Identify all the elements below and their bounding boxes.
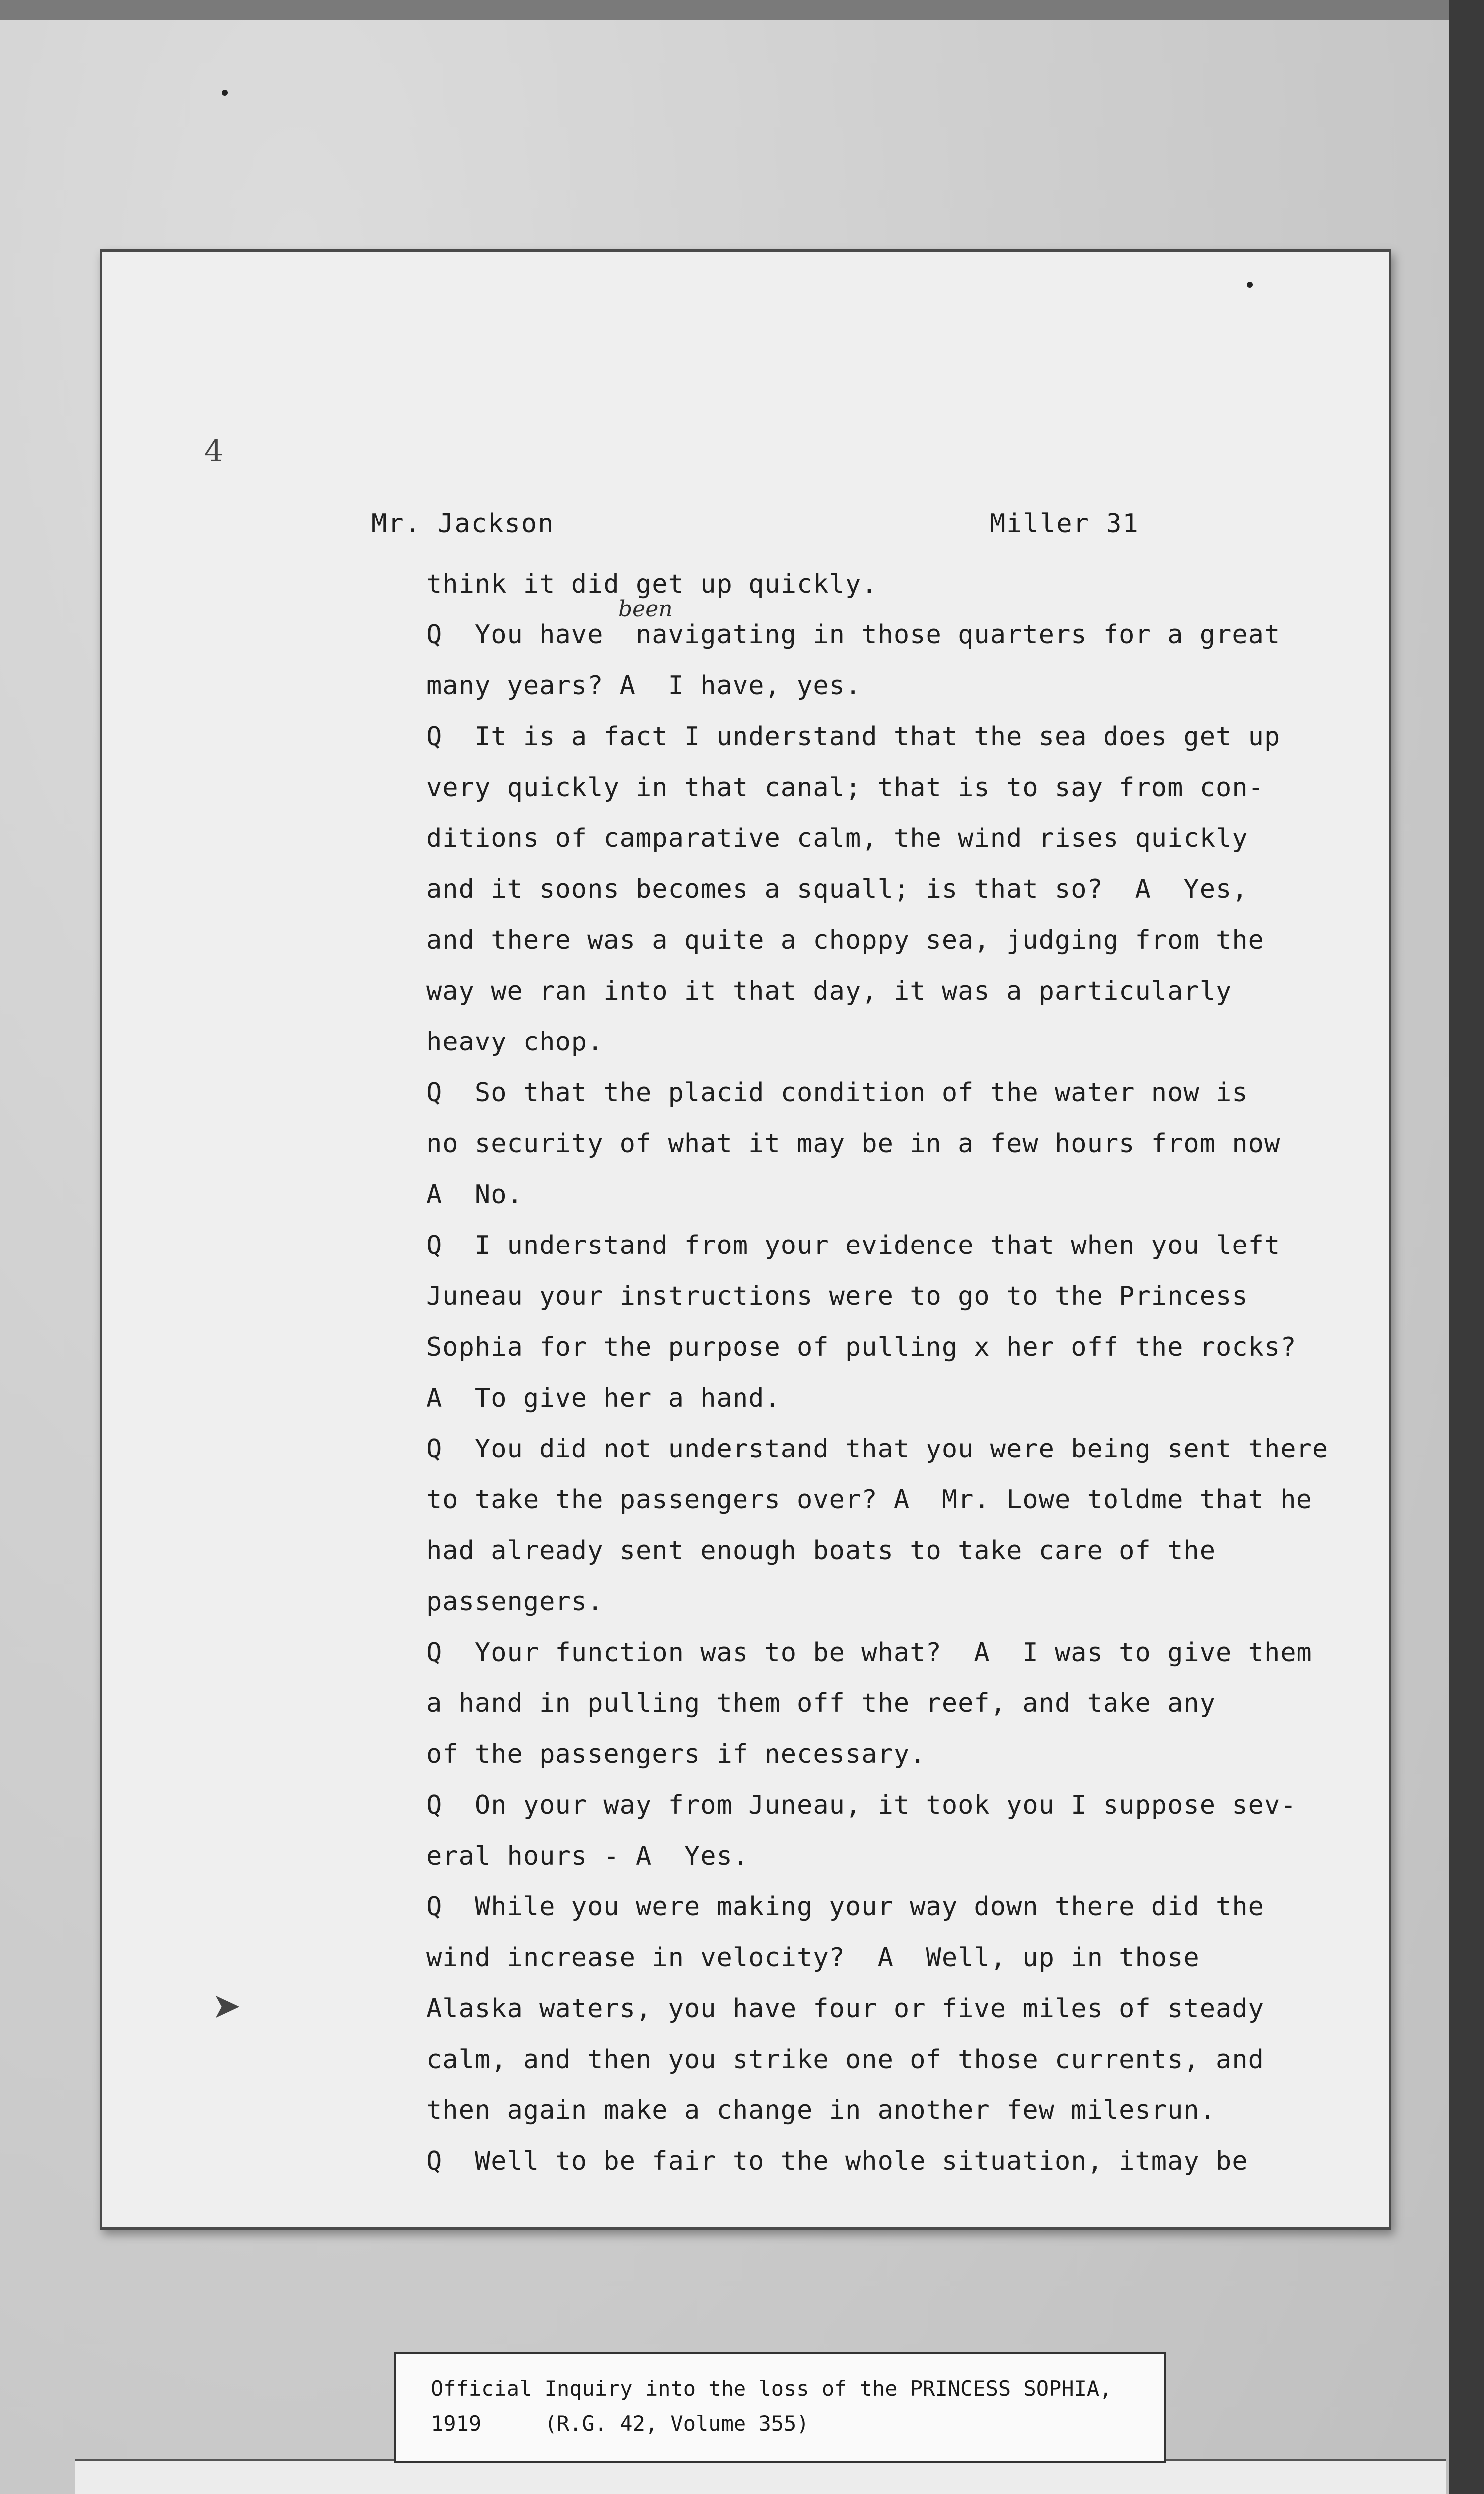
handwritten-margin-mark: 4 bbox=[204, 434, 224, 469]
handwritten-insertion: been bbox=[618, 596, 673, 622]
speaker-header: Mr. Jackson bbox=[371, 509, 555, 539]
transcript-line: A No. bbox=[426, 1180, 523, 1210]
transcript-line: Q Well to be fair to the whole situation, itmay be bbox=[426, 2146, 1248, 2176]
scan-top-edge bbox=[0, 0, 1484, 20]
transcript-line: and there was a quite a choppy sea, judging from the bbox=[426, 925, 1264, 955]
transcript-line: Q So that the placid condition of the water now is bbox=[426, 1078, 1248, 1108]
transcript-line: Q While you were making your way down there did the bbox=[426, 1892, 1264, 1922]
scan-speck bbox=[1247, 282, 1253, 288]
transcript-line: A To give her a hand. bbox=[426, 1383, 781, 1413]
transcript-line: calm, and then you strike one of those currents, and bbox=[426, 2045, 1264, 2075]
transcript-line: Juneau your instructions were to go to the Princess bbox=[426, 1281, 1248, 1311]
transcript-line: and it soons becomes a squall; is that so? A Yes, bbox=[426, 874, 1248, 904]
transcript-line: Q It is a fact I understand that the sea does get up bbox=[426, 722, 1281, 752]
transcript-line: Q Your function was to be what? A I was to give them bbox=[426, 1638, 1312, 1667]
source-label-line-2: 1919 (R.G. 42, Volume 355) bbox=[431, 2411, 809, 2436]
transcript-line: a hand in pulling them off the reef, and take any bbox=[426, 1688, 1216, 1718]
scan-speck bbox=[222, 90, 228, 96]
transcript-line: Q On your way from Juneau, it took you I suppose sev- bbox=[426, 1790, 1297, 1820]
page-reference: Miller 31 bbox=[990, 509, 1139, 539]
archives-banner-background bbox=[75, 2459, 1446, 2494]
transcript-line: Alaska waters, you have four or five miles of steady bbox=[426, 1994, 1264, 2024]
transcript-line: passengers. bbox=[426, 1587, 604, 1617]
transcript-line: of the passengers if necessary. bbox=[426, 1739, 926, 1769]
transcript-line: had already sent enough boats to take care of the bbox=[426, 1536, 1216, 1566]
transcript-line: very quickly in that canal; that is to say from con- bbox=[426, 773, 1264, 803]
transcript-body bbox=[426, 559, 1329, 2187]
transcript-line: heavy chop. bbox=[426, 1027, 604, 1057]
transcript-line: many years? A I have, yes. bbox=[426, 671, 862, 701]
transcript-line: Q I understand from your evidence that when you left bbox=[426, 1231, 1281, 1260]
transcript-line: eral hours - A Yes. bbox=[426, 1841, 749, 1871]
transcript-line: way we ran into it that day, it was a particularly bbox=[426, 976, 1232, 1006]
transcript-line: Q You did not understand that you were being sent there bbox=[426, 1434, 1329, 1464]
source-label-card bbox=[394, 2352, 1166, 2463]
source-label-line-1: Official Inquiry into the loss of the PRINCESS SOPHIA, bbox=[431, 2376, 1112, 2401]
transcript-line: wind increase in velocity? A Well, up in those bbox=[426, 1943, 1200, 1973]
transcript-line: think it did get up quickly. bbox=[426, 569, 878, 599]
transcript-line: Q You have navigating in those quarters for a great bbox=[426, 620, 1281, 650]
scan-right-strip bbox=[1449, 0, 1484, 2494]
transcript-line: Sophia for the purpose of pulling x her off the rocks? bbox=[426, 1332, 1297, 1362]
transcript-line: to take the passengers over? A Mr. Lowe toldme that he bbox=[426, 1485, 1312, 1515]
transcript-line: no security of what it may be in a few hours from now bbox=[426, 1129, 1281, 1159]
transcript-line: then again make a change in another few milesrun. bbox=[426, 2095, 1216, 2125]
margin-arrow-mark: ➤ bbox=[212, 1985, 241, 2026]
transcript-line: ditions of camparative calm, the wind rises quickly bbox=[426, 824, 1248, 853]
